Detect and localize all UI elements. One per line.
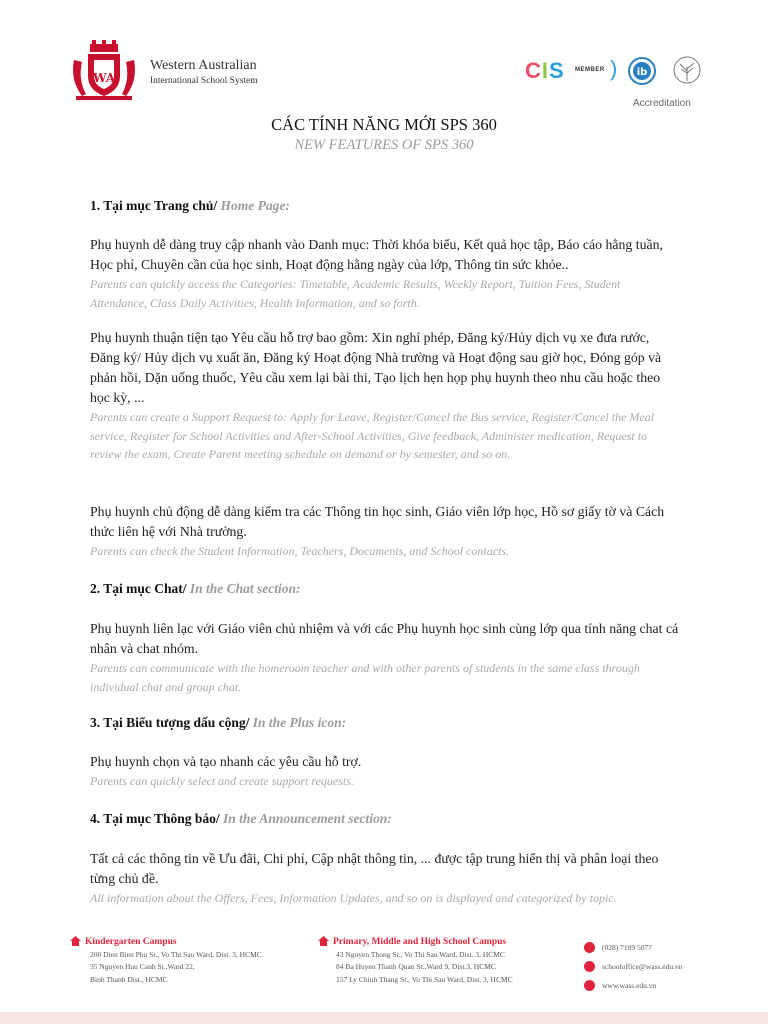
- address-line: 35 Nguyen Huu Canh St.,Ward 22,: [90, 962, 195, 971]
- address-line: 43 Nguyen Thong St., Vo Thi Sau Ward, Dist. 3, HCMC: [336, 949, 505, 959]
- heading-vi: 1. Tại mục Trang chủ/: [90, 198, 218, 213]
- address-line: 200 Dien Bien Phu St., Vo Thi Sau Ward, Dist. 3, HCMC: [90, 949, 262, 959]
- section-chat: [90, 581, 680, 597]
- paragraph-en: Parents can quickly select and create support requests.: [90, 774, 354, 788]
- heading-vi: 3. Tại Biểu tượng dấu cộng/: [90, 715, 250, 730]
- section-heading: [90, 581, 680, 597]
- svg-text:WA: WA: [92, 71, 116, 85]
- address-line: 157 Ly Chinh Thang St., Vo Thi Sau Ward, Dist. 3, HCMC: [336, 974, 513, 984]
- section-plus-icon: [90, 715, 680, 731]
- paragraph-vi: Tất cả các thông tin về Ưu đãi, Chi phí, Cập nhật thông tin, ... được tập trung hiển thị và phân loại theo từng chủ đề.: [90, 851, 659, 886]
- ib-logo: [627, 56, 657, 86]
- home-icon: [318, 936, 329, 946]
- cis-logo-c: C: [525, 58, 542, 83]
- cis-logo-s: S: [549, 58, 565, 83]
- primary-title: Primary, Middle and High School Campus: [333, 937, 507, 947]
- accreditation-seal-icon: [670, 55, 704, 85]
- heading-en: Home Page:: [220, 198, 290, 213]
- paragraph: [90, 328, 680, 464]
- footer-kindergarten: [70, 936, 262, 986]
- kindergarten-title: Kindergarten Campus: [85, 937, 177, 947]
- email-icon: [584, 961, 595, 972]
- brand-subtitle: International School System: [150, 76, 258, 86]
- cis-logo: [525, 58, 565, 84]
- paragraph-vi: Phụ huynh chủ động dễ dàng kiểm tra các Thông tin học sinh, Giáo viên lớp học, Hồ sơ giấy tờ và Cách thức liên hệ với Nhà trường.: [90, 504, 665, 539]
- paragraph: [90, 235, 680, 312]
- paragraph-en: Parents can create a Support Request to: Apply for Leave, Register/Cancel the Bus service, Register/Cancel the Meal service, Register for School Activities and After-School Activities, Give feedback, Administer medication, Request to review the exam, Create Parent meeting schedule on demand or by semester, and so on.: [90, 410, 655, 461]
- email-link[interactable]: schooloffice@wass.edu.vn: [602, 962, 683, 971]
- website-icon: [584, 980, 595, 991]
- home-icon: [70, 936, 81, 946]
- page-subtitle: NEW FEATURES OF SPS 360: [294, 137, 474, 153]
- cis-logo-i: I: [541, 58, 550, 83]
- paragraph: [90, 619, 680, 696]
- paragraph: [90, 752, 680, 791]
- heading-en: In the Announcement section:: [223, 811, 392, 826]
- paragraph: [90, 849, 680, 908]
- paragraph-en: All information about the Offers, Fees, Information Updates, and so on is displayed and categorized by topic.: [90, 891, 617, 905]
- school-crest-logo: [68, 40, 140, 102]
- heading-en: In the Chat section:: [189, 581, 301, 596]
- paragraph: [90, 502, 680, 561]
- paragraph-vi: Phụ huynh liên lạc với Giáo viên chủ nhiệm và với các Phụ huynh học sinh cùng lớp qua tính năng chat cá nhân và chat nhóm.: [90, 621, 679, 656]
- section-heading: [90, 198, 680, 214]
- heading-en: In the Plus icon:: [252, 715, 347, 730]
- footer-primary: [318, 936, 513, 986]
- footer-bar: [0, 1012, 768, 1024]
- paragraph-en: Parents can quickly access the Categories: Timetable, Academic Results, Weekly Report, Tuition Fees, Student Attendance, Class Daily Activities, Health Information, and so forth.: [90, 277, 621, 310]
- section-home-page: [90, 198, 680, 214]
- section-heading: [90, 811, 680, 827]
- paragraph-vi: Phụ huynh chọn và tạo nhanh các yêu cầu hỗ trợ.: [90, 754, 362, 769]
- heading-vi: 4. Tại mục Thông báo/: [90, 811, 220, 826]
- cis-bracket: ): [610, 56, 618, 81]
- cis-member-label: MEMBER: [575, 67, 605, 73]
- section-heading: [90, 715, 680, 731]
- svg-text:ib: ib: [636, 67, 648, 78]
- section-announcement: [90, 811, 680, 827]
- page-title: CÁC TÍNH NĂNG MỚI SPS 360: [271, 115, 497, 134]
- phone-number[interactable]: (028) 7109 5077: [602, 943, 652, 952]
- phone-icon: [584, 942, 595, 953]
- heading-vi: 2. Tại mục Chat/: [90, 581, 187, 596]
- address-line: Binh Thanh Dist., HCMC: [90, 974, 168, 984]
- paragraph-en: Parents can check the Student Information, Teachers, Documents, and School contacts.: [90, 544, 510, 558]
- website-link[interactable]: www.wass.edu.vn: [602, 981, 657, 990]
- paragraph-vi: Phụ huynh dễ dàng truy cập nhanh vào Danh mục: Thời khóa biểu, Kết quả học tập, Báo cáo hằng tuần, Học phí, Chuyên cần của học sinh, Hoạt động hằng ngày của lớp, Thông tin sức khỏe..: [90, 237, 663, 272]
- brand-name: Western Australian: [150, 58, 257, 73]
- accreditation-label: Accreditation: [633, 98, 691, 109]
- paragraph-vi: Phụ huynh thuận tiện tạo Yêu cầu hỗ trợ bao gồm: Xin nghỉ phép, Đăng ký/Hủy dịch vụ xe đưa rước, Đăng ký/ Hủy dịch vụ xuất ăn, Đăng ký Hoạt động Nhà trường và Hoạt động sau giờ học, Đóng góp và phản hồi, Dặn uống thuốc, Yêu cầu xem lại bài thi, Tạo lịch hẹn họp phụ huynh theo nhu cầu hoặc theo học kỳ, ...: [90, 330, 662, 405]
- address-line: 84 Ba Huyen Thanh Quan St.,Ward 9, Dist.3, HCMC: [336, 962, 496, 971]
- paragraph-en: Parents can communicate with the homeroom teacher and with other parents of students in the same class through individual chat and group chat.: [90, 661, 640, 694]
